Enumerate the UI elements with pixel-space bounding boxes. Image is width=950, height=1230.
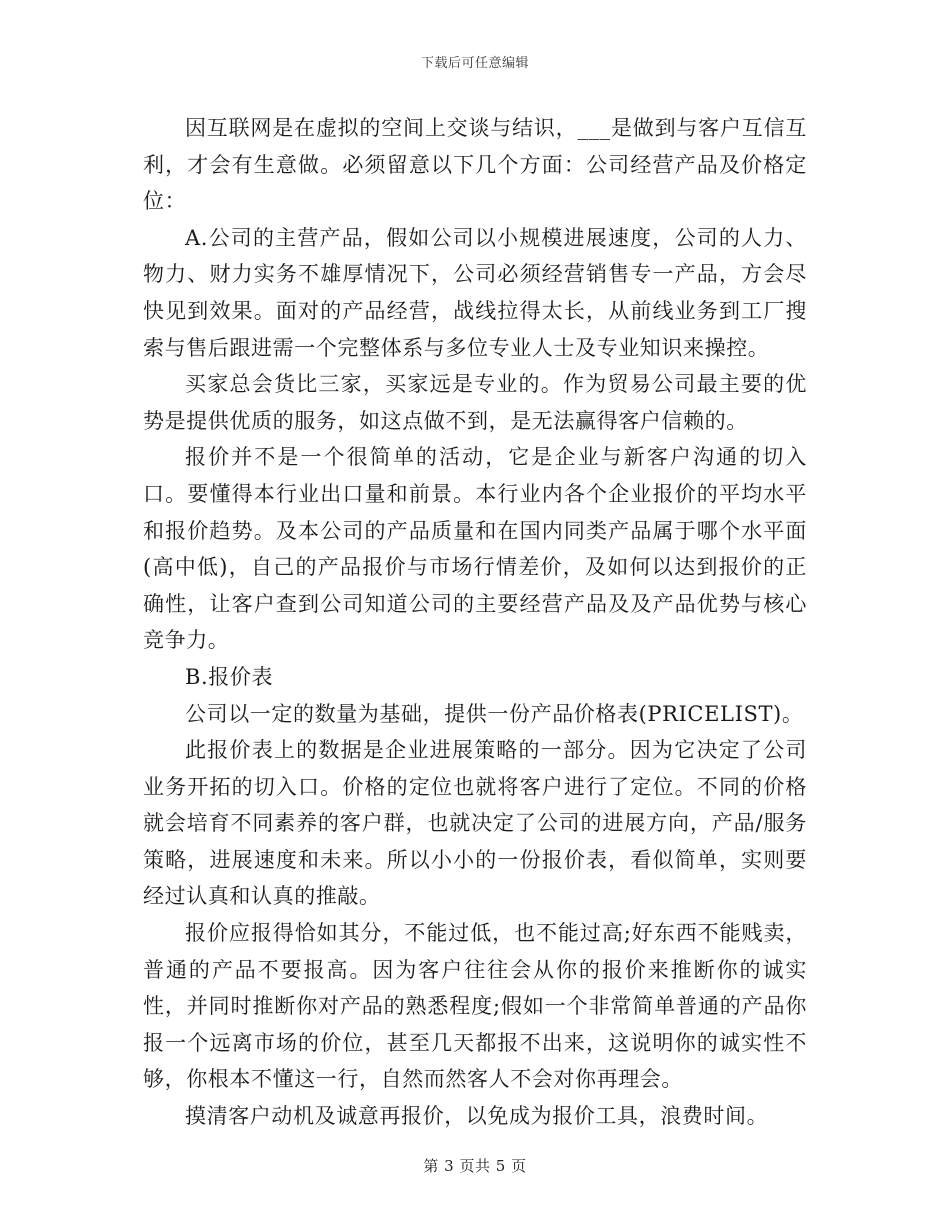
paragraph: A.公司的主营产品，假如公司以小规模进展速度，公司的人力、物力、财力实务不雄厚情况下，公司必须经营销售专一产品，方会尽快见到效果。面对的产品经营，战线拉得太长，从前线业务到工厂搜索与售后跟进需一个完整体系与多位专业人士及专业知识来操控。 <box>143 225 807 360</box>
section-heading: B.报价表 <box>185 664 274 689</box>
paragraph: 买家总会货比三家，买家远是专业的。作为贸易公司最主要的优势是提供优质的服务，如这点做不到，是无法赢得客户信赖的。 <box>143 372 807 433</box>
paragraph: 摸清客户动机及诚意再报价，以免成为报价工具，浪费时间。 <box>185 1104 769 1129</box>
paragraph: 报价并不是一个很简单的活动，它是企业与新客户沟通的切入口。要懂得本行业出口量和前景。本行业内各个企业报价的平均水平和报价趋势。及本公司的产品质量和在国内同类产品属于哪个水平面(高中低)，自己的产品报价与市场行情差价，及如何以达到报价的正确性，让客户查到公司知道公司的主要经营产品及及产品优势与核心竞争力。 <box>143 445 807 653</box>
paragraph: 此报价表上的数据是企业进展策略的一部分。因为它决定了公司业务开拓的切入口。价格的定位也就将客户进行了定位。不同的价格就会培育不同素养的客户群，也就决定了公司的进展方向，产品/服务策略，进展速度和未来。所以小小的一份报价表，看似简单，实则要经过认真和认真的推敲。 <box>143 738 807 909</box>
document-body <box>143 110 807 1135</box>
paragraph: 报价应报得恰如其分，不能过低，也不能过高;好东西不能贱卖，普通的产品不要报高。因为客户往往会从你的报价来推断你的诚实性，并同时推断你对产品的熟悉程度;假如一个非常简单普通的产品你报一个远离市场的价位，甚至几天都报不出来，这说明你的诚实性不够，你根本不懂这一行，自然而然客人不会对你再理会。 <box>143 921 807 1092</box>
page-number: 第 3 页共 5 页 <box>423 1157 527 1175</box>
paragraph: 因互联网是在虚拟的空间上交谈与结识，___是做到与客户互信互利，才会有生意做。必须留意以下几个方面：公司经营产品及价格定位： <box>143 116 807 214</box>
paragraph: 公司以一定的数量为基础，提供一份产品价格表(PRICELIST)。 <box>185 701 804 726</box>
page-header: 下载后可任意编辑 <box>420 56 529 71</box>
